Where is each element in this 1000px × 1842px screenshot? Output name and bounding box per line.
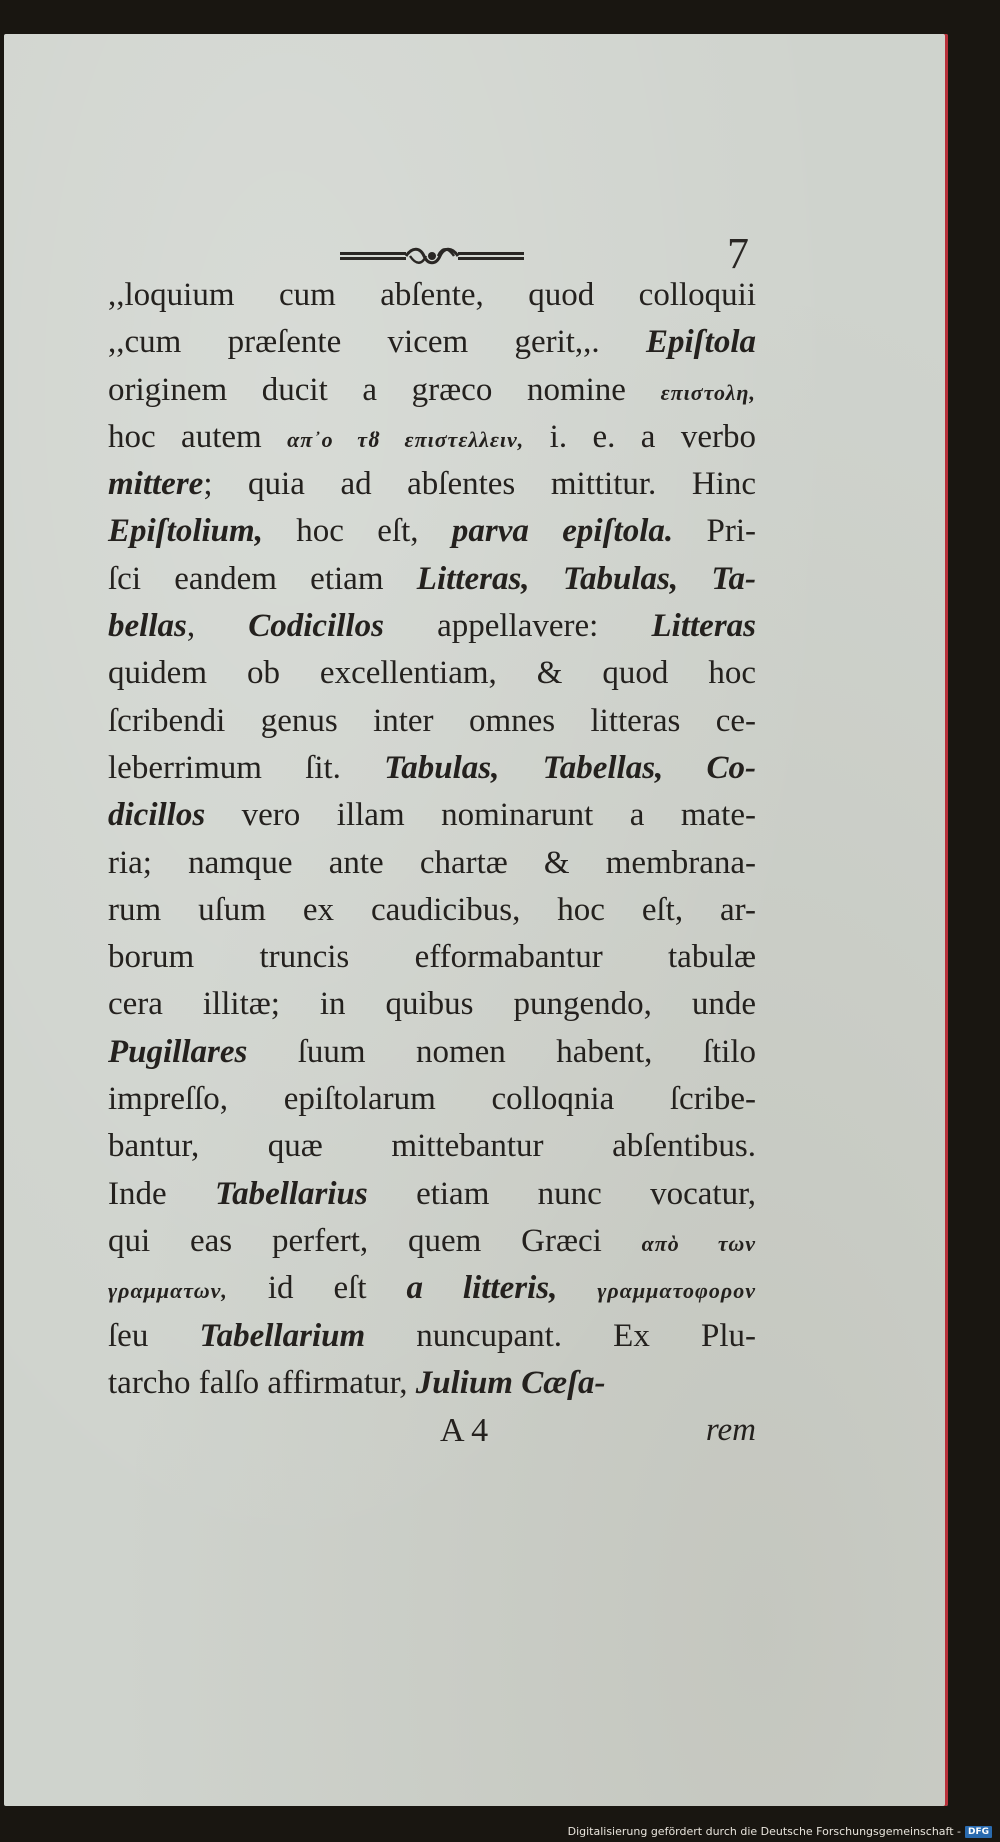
text-line <box>108 272 756 319</box>
greek-text: απ᾽ο τȣ επιστελλειν, <box>287 426 525 452</box>
italic-text: parva epiſtola. <box>451 513 674 550</box>
text-line <box>108 556 756 603</box>
italic-text: Tabellarius <box>214 1175 368 1212</box>
italic-text: a litteris, <box>406 1270 558 1307</box>
text-segment: i. e. a verbo <box>524 418 756 455</box>
greek-text: απὸ των <box>641 1230 756 1256</box>
italic-text: Tabulas, Tabellas, Co- <box>384 749 756 786</box>
dfg-logo: DFG <box>965 1826 992 1838</box>
text-segment: ſcribendi genus inter omnes litteras ce- <box>108 702 756 739</box>
text-line <box>108 792 756 839</box>
page-number: 7 <box>727 229 749 278</box>
text-segment: leberrimum ſit. <box>108 749 385 786</box>
text-line <box>108 603 756 650</box>
text-segment: quidem ob excellentiam, & quod hoc <box>108 655 756 692</box>
text-segment: nuncupant. Ex Plu- <box>365 1317 756 1354</box>
credit-text: Digitalisierung gefördert durch die Deutsche Forschungsgemeinschaft - <box>567 1825 961 1838</box>
text-segment: etiam nunc vocatur, <box>367 1175 756 1212</box>
text-line <box>108 887 756 934</box>
body-text <box>108 272 756 1407</box>
text-segment: ria; namque ante chartæ & membrana- <box>108 844 756 881</box>
italic-text: Litteras, Tabulas, Ta- <box>416 560 756 597</box>
text-line <box>108 840 756 887</box>
italic-text: Litteras <box>651 608 757 645</box>
text-line <box>108 508 756 555</box>
text-segment: ſeu <box>108 1317 200 1354</box>
text-segment: impreſſo, epiſtolarum colloqnia ſcribe- <box>108 1081 756 1118</box>
italic-text: Epiſtolium, <box>108 513 263 550</box>
catchword: rem <box>705 1412 756 1448</box>
text-line <box>108 1313 756 1360</box>
italic-text: Julium Cæſa- <box>415 1364 606 1401</box>
text-line <box>108 1265 756 1312</box>
italic-text: bellas <box>108 608 187 645</box>
signature-mark: A 4 <box>440 1412 489 1449</box>
text-line <box>108 981 756 1028</box>
text-segment: cera illitæ; in quibus pungendo, unde <box>108 986 756 1023</box>
text-line <box>108 934 756 981</box>
text-segment: tarcho falſo affirmatur, <box>108 1364 416 1401</box>
italic-text: dicillos <box>108 797 206 834</box>
text-line <box>108 1123 756 1170</box>
text-segment: originem ducit a græco nomine <box>108 371 661 408</box>
greek-text: επιστολη, <box>660 379 756 405</box>
italic-text: Pugillares <box>108 1033 248 1070</box>
text-line <box>108 461 756 508</box>
italic-text: Tabellarium <box>199 1317 366 1354</box>
text-line <box>108 367 756 414</box>
text-segment: ,,loquium cum abſente, quod colloquii <box>108 277 756 313</box>
text-segment: ; quia ad abſentes mittitur. Hinc <box>203 466 756 503</box>
text-segment: Inde <box>108 1175 215 1212</box>
text-segment: hoc autem <box>108 418 288 455</box>
italic-text: Codicillos <box>248 608 384 645</box>
text-segment: rum uſum ex caudicibus, hoc eſt, ar- <box>108 891 756 928</box>
text-segment: ſci eandem etiam <box>108 560 417 597</box>
headpiece-ornament <box>340 245 524 267</box>
text-line <box>108 1218 756 1265</box>
text-line <box>108 650 756 697</box>
text-line <box>108 745 756 792</box>
text-segment: , <box>186 608 249 645</box>
greek-text: γραμματοφορον <box>597 1278 756 1304</box>
text-line <box>108 1029 756 1076</box>
text-line <box>108 1076 756 1123</box>
text-segment: appellavere: <box>383 608 652 645</box>
text-line <box>108 1360 756 1407</box>
text-segment: hoc eſt, <box>262 513 452 550</box>
text-segment: ſuum nomen habent, ſtilo <box>247 1033 756 1070</box>
text-line <box>108 414 756 461</box>
text-segment: bantur, quæ mittebantur abſentibus. <box>108 1128 756 1165</box>
digitization-credit <box>568 1825 992 1838</box>
text-line <box>108 1171 756 1218</box>
italic-text: Epiſtola <box>645 324 756 361</box>
text-segment: id eſt <box>227 1270 407 1307</box>
text-segment <box>557 1270 597 1306</box>
greek-text: γραμματων, <box>108 1278 228 1304</box>
text-segment: vero illam nominarunt a mate- <box>205 797 756 834</box>
text-segment: Pri- <box>673 513 756 550</box>
text-segment: qui eas perfert, quem Græci <box>108 1222 642 1259</box>
italic-text: mittere <box>108 466 204 503</box>
text-segment: ,,cum præſente vicem gerit,,. <box>108 324 646 361</box>
text-segment: borum truncis efformabantur tabulæ <box>108 939 756 976</box>
text-line <box>108 319 756 366</box>
text-line <box>108 698 756 745</box>
